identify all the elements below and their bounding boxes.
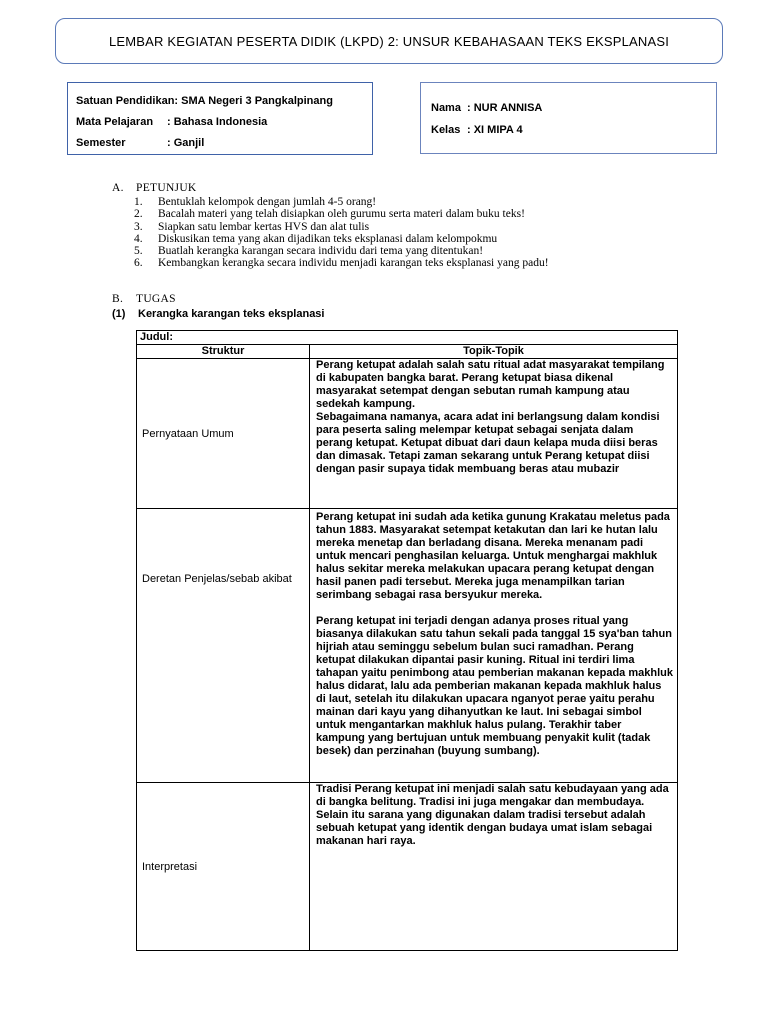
table-row	[137, 783, 678, 951]
semester-row	[76, 133, 372, 154]
instruction-list	[134, 196, 549, 270]
section-a-heading	[112, 182, 197, 194]
semester-label: Semester	[76, 137, 126, 149]
table-header-row	[137, 345, 678, 359]
section-b-marker: B.	[112, 293, 124, 305]
list-item-number: 4.	[134, 232, 143, 245]
list-item-number: 3.	[134, 220, 143, 233]
task-title: Kerangka karangan teks eksplanasi	[138, 308, 325, 320]
subject-label: Mata Pelajaran	[76, 116, 154, 128]
list-item-text: Diskusikan tema yang akan dijadikan teks eksplanasi dalam kelompokmu	[158, 232, 498, 245]
section-a-marker: A.	[112, 182, 124, 194]
list-item-number: 6.	[134, 257, 143, 270]
list-item	[134, 233, 549, 245]
list-item-text: Buatlah kerangka karangan secara individu dari tema yang ditentukan!	[158, 245, 484, 258]
class-value: : XI MIPA 4	[467, 124, 523, 136]
list-item-text: Siapkan satu lembar kertas HVS dan alat tulis	[158, 220, 370, 233]
header-struktur: Struktur	[137, 345, 310, 359]
name-row	[431, 97, 716, 119]
topik-cell	[310, 509, 678, 783]
table-row	[137, 359, 678, 509]
section-b-heading	[112, 293, 176, 305]
topik-paragraph: Tradisi Perang ketupat ini menjadi salah satu kebudayaan yang ada di bangka belitung. Tradisi ini juga mengakar dan membudaya. Selain itu sarana yang digunakan dalam tradisi tersebut adalah sebuah ketupat yang identik dengan budaya umat islam sebagai makanan hari raya.	[316, 783, 669, 847]
topik-cell	[310, 359, 678, 509]
list-item	[134, 221, 549, 233]
list-item	[134, 196, 549, 208]
table-row	[137, 331, 678, 345]
section-b-title: TUGAS	[136, 293, 176, 305]
school-value: : SMA Negeri 3 Pangkalpinang	[174, 95, 333, 107]
list-item	[134, 208, 549, 220]
class-row	[431, 119, 716, 141]
table-row	[137, 509, 678, 783]
name-label: Nama	[431, 102, 461, 114]
judul-cell: Judul:	[137, 331, 678, 345]
topik-paragraph: Sebagaimana namanya, acara adat ini berlangsung dalam kondisi para peserta saling melempar ketupat sebagai senjata dalam perang ketupat. Ketupat dibuat dari daun kelapa muda diisi beras dan dimasak. Tetapi zaman sekarang untuk Perang ketupat diisi dengan pasir supaya tidak membuang beras atau mubazir	[316, 411, 660, 475]
struktur-cell: Interpretasi	[137, 783, 310, 951]
topik-paragraph: Perang ketupat ini terjadi dengan adanya proses ritual yang biasanya dilakukan satu tahun sekali pada tanggal 15 sya'ban tahun hijriah atau seminggu sebelum bulan suci ramadhan. Perang ketupat dilakukan dipantai pasir kuning. Ritual ini terdiri lima tahapan yaitu penimbong atau pemberian makanan kepada makhluk halus didarat, lalu ada pemberian makanan kepada makhluk halus di laut, setelah itu dilakukan upacara nganyot perae yaitu perahu mainan dari kayu yang dihanyutkan ke laut. Ini sebagai simbol untuk mengantarkan makhluk halus pulang. Terakhir taber kampung yang bertujuan untuk membuang penyakit kulit (tadak besek) dan perzinahan (buyung sumbang).	[316, 615, 673, 757]
task-number: (1)	[112, 308, 126, 320]
task-heading	[112, 308, 324, 320]
worksheet-title: LEMBAR KEGIATAN PESERTA DIDIK (LKPD) 2: UNSUR KEBAHASAAN TEKS EKSPLANASI	[108, 33, 670, 49]
header-topik: Topik-Topik	[310, 345, 678, 359]
topik-paragraph: Perang ketupat ini sudah ada ketika gunung Krakatau meletus pada tahun 1883. Masyarakat setempat ketakutan dan lari ke hutan lalu mereka menetap dan berladang disana. Mereka menanam padi untuk mencari penghasilan keluarga. Untuk menghargai makhluk halus sekitar mereka melakukan upacara perang ketupat dengan hasil panen padi tersebut. Mereka juga menampilkan tarian serimbang sebagai rasa bersyukur mereka.	[316, 511, 670, 601]
struktur-cell: Deretan Penjelas/sebab akibat	[137, 509, 310, 783]
worksheet-title-box	[55, 18, 723, 64]
topik-cell	[310, 783, 678, 951]
list-item-text: Bacalah materi yang telah disiapkan oleh gurumu serta materi dalam buku teks!	[158, 208, 525, 221]
outline-table	[136, 330, 678, 951]
school-label: Satuan Pendidikan	[76, 95, 175, 107]
topik-paragraph: Perang ketupat adalah salah satu ritual adat masyarakat tempilang di kabupaten bangka barat. Perang ketupat biasa dikenal masyarakat setempat dengan sebutan rumah kampung atau sedekah kampung.	[316, 359, 665, 410]
identity-left-box	[67, 82, 373, 155]
name-value: : NUR ANNISA	[467, 102, 543, 114]
list-item	[134, 245, 549, 257]
subject-value: : Bahasa Indonesia	[167, 116, 268, 128]
list-item-number: 5.	[134, 245, 143, 258]
list-item-text: Bentuklah kelompok dengan jumlah 4-5 orang!	[158, 196, 377, 208]
subject-row	[76, 112, 372, 133]
semester-value: : Ganjil	[167, 137, 205, 149]
list-item	[134, 257, 549, 269]
identity-right-box	[420, 82, 717, 154]
section-a-title: PETUNJUK	[136, 182, 197, 194]
list-item-number: 1.	[134, 196, 143, 208]
struktur-cell: Pernyataan Umum	[137, 359, 310, 509]
list-item-text: Kembangkan kerangka secara individu menjadi karangan teks eksplanasi yang padu!	[158, 257, 549, 270]
class-label: Kelas	[431, 124, 461, 136]
list-item-number: 2.	[134, 208, 143, 221]
school-row	[76, 91, 372, 112]
